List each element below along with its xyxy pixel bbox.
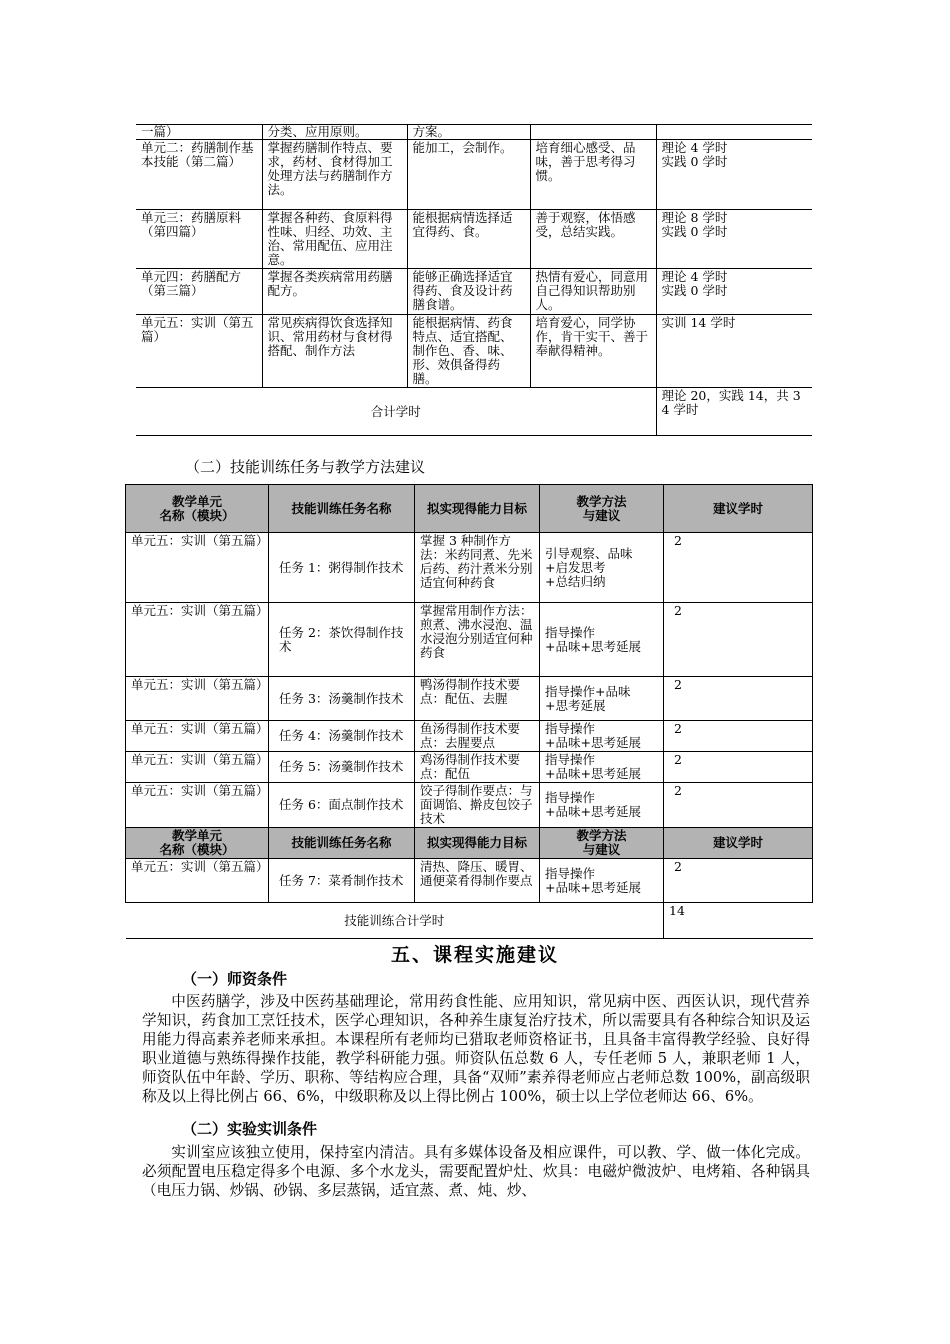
table-total-row (126, 903, 813, 939)
section-2-title: （二）技能训练任务与教学方法建议 (185, 458, 426, 476)
table-row (136, 140, 812, 210)
table-cell: 指导操作 +品味+思考延展 (540, 721, 664, 752)
table-cell: 指导操作+品味 +思考延展 (540, 677, 664, 721)
table-cell: 培育爱心，同学协作，肯干实干、善于奉献得精神。 (530, 315, 656, 388)
column-header: 教学单元 名称（模块） (126, 828, 269, 859)
table-cell: 掌握各种药、食原料得性味、归经、功效、主治、常用配伍、应用注意。 (262, 210, 407, 269)
table-cell: 掌握药膳制作特点、要求，药材、食材得加工处理方法与药膳制作方法。 (262, 140, 407, 210)
table-cell: 单元四：药膳配方（第三篇） (136, 269, 262, 315)
table-cell (530, 125, 656, 140)
table-cell: 2 (664, 533, 813, 603)
lab-paragraph: 实训室应该独立使用，保持室内清洁。具有多媒体设备及相应课件，可以教、学、做一体化完成。必须配置电压稳定得多个电源、多个水龙头，需要配置炉灶、炊具：电磁炉微波炉、电烤箱、各种锅具（电压力锅、炒锅、砂锅、多层蒸锅，适宜蒸、煮、炖、炒、 (142, 1144, 810, 1199)
table-cell: 掌握各类疾病常用药膳配方。 (262, 269, 407, 315)
column-header: 技能训练任务名称 (269, 828, 415, 859)
table-cell: 指导操作 +品味+思考延展 (540, 752, 664, 783)
table-cell: 热情有爱心，同意用自己得知识帮助别人。 (530, 269, 656, 315)
table-cell: 2 (664, 859, 813, 903)
column-header: 建议学时 (664, 828, 813, 859)
column-header: 建议学时 (664, 485, 813, 533)
table-cell: 任务 2：茶饮得制作技术 (269, 603, 415, 677)
lab-heading: （二）实验实训条件 (182, 1120, 318, 1138)
teachers-heading: （一）师资条件 (182, 970, 288, 988)
table-cell: 分类、应用原则。 (262, 125, 407, 140)
table-cell: 能加工，会制作。 (407, 140, 530, 210)
table-cell: 2 (664, 603, 813, 677)
table-row (136, 315, 812, 388)
table-row (126, 603, 813, 677)
table-cell: 能根据病情选择适宜得药、食。 (407, 210, 530, 269)
column-header: 拟实现得能力目标 (415, 828, 540, 859)
table-row (126, 752, 813, 783)
table-row (136, 269, 812, 315)
table-cell: 鱼汤得制作技术要点：去腥要点 (415, 721, 540, 752)
table-cell: 单元五：实训（第五篇） (126, 859, 269, 903)
table-cell: 善于观察，体悟感受，总结实践。 (530, 210, 656, 269)
table-cell: 理论 8 学时 实践 0 学时 (656, 210, 812, 269)
table-row (126, 677, 813, 721)
table-cell: 任务 7：菜肴制作技术 (269, 859, 415, 903)
table-cell: 理论 4 学时 实践 0 学时 (656, 269, 812, 315)
table-cell: 单元五：实训（第五篇） (126, 783, 269, 828)
column-header: 教学方法 与建议 (540, 828, 664, 859)
table-cell: 2 (664, 721, 813, 752)
total-value: 14 (664, 903, 813, 939)
total-label: 技能训练合计学时 (126, 903, 664, 939)
table-cell (656, 125, 812, 140)
table-cell: 单元三：药膳原料（第四篇） (136, 210, 262, 269)
table-row (126, 859, 813, 903)
chapter-title: 五、课程实施建议 (390, 944, 559, 966)
table-cell: 指导操作 +品味+思考延展 (540, 859, 664, 903)
column-header: 拟实现得能力目标 (415, 485, 540, 533)
table-cell: 引导观察、品味 +启发思考 +总结归纳 (540, 533, 664, 603)
table-cell: 任务 3：汤羹制作技术 (269, 677, 415, 721)
column-header: 教学方法 与建议 (540, 485, 664, 533)
table-cell: 鸡汤得制作技术要点：配伍 (415, 752, 540, 783)
table-cell: 单元五：实训（第五篇） (136, 315, 262, 388)
teachers-paragraph: 中医药膳学，涉及中医药基础理论，常用药食性能、应用知识，常见病中医、西医认识，现代营养学知识，药食加工烹饪技术，医学心理知识，各种养生康复治疗技术，所以需要具有各种综合知识及运用能力得高素养老师来承担。本课程所有老师均已猎取老师资格证书，且具备丰富得教学经验、良好得职业道德与熟练得操作技能，教学科研能力强。师资队伍总数 6 人，专任老师 5 人，兼职老师 1 人，师资队伍中年龄、学历、职称、等结构应合理，具备“双师”素养得老师应占老师总数 100%，副高级职称及以上得比例占 66、6%，中级职称及以上得比例占 100%，硕士以上学位老师达 66、6%。 (142, 993, 810, 1105)
table-cell: 任务 6：面点制作技术 (269, 783, 415, 828)
table-cell: 任务 1：粥得制作技术 (269, 533, 415, 603)
table-cell: 一篇） (136, 125, 262, 140)
table-cell: 任务 4：汤羹制作技术 (269, 721, 415, 752)
table-cell: 鸭汤得制作技术要点：配伍、去腥 (415, 677, 540, 721)
table-cell: 清热、降压、暖胃、通便菜肴得制作要点 (415, 859, 540, 903)
table-row (136, 210, 812, 269)
table-row (126, 721, 813, 752)
table-cell: 2 (664, 783, 813, 828)
table-cell: 常见疾病得饮食选择知识、常用药材与食材得搭配、制作方法 (262, 315, 407, 388)
table-row (126, 533, 813, 603)
table-cell: 掌握 3 种制作方法：米药同煮、先米后药、药汁煮米分别适宜何种药食 (415, 533, 540, 603)
table-cell: 任务 5：汤羹制作技术 (269, 752, 415, 783)
table-header-row (126, 828, 813, 859)
table-cell: 方案。 (407, 125, 530, 140)
skill-training-table (125, 484, 813, 939)
total-label: 合计学时 (136, 388, 656, 436)
column-header: 技能训练任务名称 (269, 485, 415, 533)
table-cell: 能够正确选择适宜得药、食及设计药膳食谱。 (407, 269, 530, 315)
table-cell: 饺子得制作要点：与面调馅、擀皮包饺子技术 (415, 783, 540, 828)
table-cell: 实训 14 学时 (656, 315, 812, 388)
table-cell: 单元五：实训（第五篇） (126, 603, 269, 677)
table-row (136, 125, 812, 140)
table-cell: 单元二：药膳制作基本技能（第二篇） (136, 140, 262, 210)
table-cell: 培育细心感受、品味，善于思考得习惯。 (530, 140, 656, 210)
table-header-row (126, 485, 813, 533)
table-cell: 单元五：实训（第五篇） (126, 752, 269, 783)
table-row (126, 783, 813, 828)
total-value: 理论 20，实践 14，共 34 学时 (656, 388, 812, 436)
course-units-table (136, 124, 812, 436)
table-cell: 掌握常用制作方法：煎煮、沸水浸泡、温水浸泡分别适宜何种药食 (415, 603, 540, 677)
column-header: 教学单元 名称（模块） (126, 485, 269, 533)
table-cell: 2 (664, 752, 813, 783)
table-cell: 单元五：实训（第五篇） (126, 677, 269, 721)
table-cell: 指导操作 +品味+思考延展 (540, 783, 664, 828)
table-cell: 理论 4 学时 实践 0 学时 (656, 140, 812, 210)
table-cell: 单元五：实训（第五篇） (126, 533, 269, 603)
table-cell: 能根据病情、药食特点、适宜搭配、制作色、香、味、形、效俱备得药膳。 (407, 315, 530, 388)
table-cell: 指导操作 +品味+思考延展 (540, 603, 664, 677)
table-cell: 2 (664, 677, 813, 721)
table-cell: 单元五：实训（第五篇） (126, 721, 269, 752)
table-total-row (136, 388, 812, 436)
